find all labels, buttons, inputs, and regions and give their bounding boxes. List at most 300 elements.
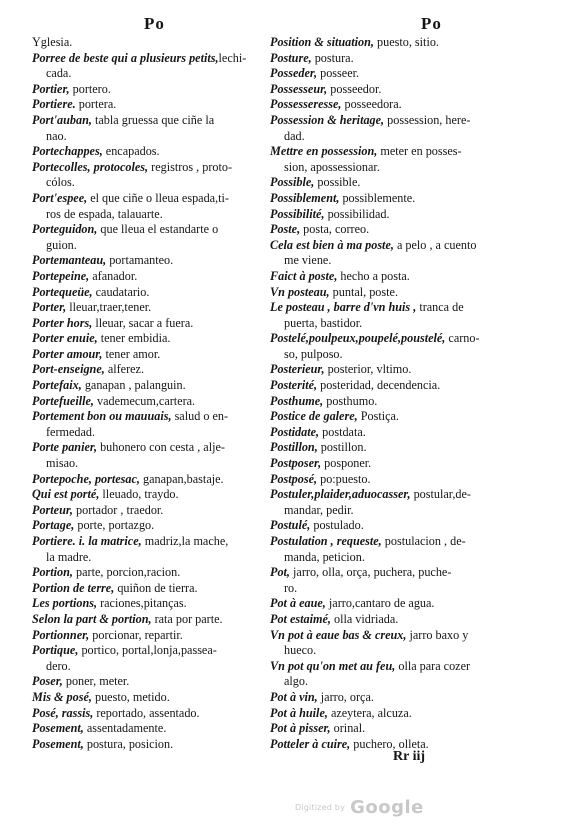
entry-line — [270, 331, 532, 347]
entry-headword: Portionner, — [32, 627, 90, 642]
entry-definition: olla vidriada. — [330, 611, 399, 626]
dictionary-entry — [32, 706, 280, 722]
entry-headword: Les portions, — [32, 596, 98, 611]
entry-line — [270, 51, 532, 67]
entry-definition: lleuado, traydo. — [99, 487, 179, 502]
dictionary-entry — [270, 97, 532, 113]
dictionary-entry — [32, 51, 280, 82]
signature-mark: Rr iij — [393, 749, 426, 764]
entry-definition: hueco. — [284, 643, 317, 658]
dictionary-entry — [32, 362, 280, 378]
entry-definition: portico, portal,lonja,passea- — [78, 643, 217, 658]
entry-headword: Vn pot à eaue bas & creux, — [270, 627, 407, 642]
entry-continuation-line — [32, 207, 280, 223]
entry-headword: Mis & posé, — [32, 689, 92, 704]
entry-headword: Postillon, — [270, 440, 318, 455]
entry-line — [270, 565, 532, 581]
entry-line — [32, 331, 280, 347]
watermark-logo-text: Google — [350, 797, 424, 818]
entry-headword: Possiblement, — [270, 190, 340, 205]
entry-continuation-line — [32, 238, 280, 254]
entry-definition: azeytera, alcuza. — [327, 705, 412, 720]
watermark-small-text: Digitized by — [295, 803, 345, 812]
entry-headword: Possession & heritage, — [270, 112, 385, 127]
dictionary-entry — [270, 82, 532, 98]
entry-headword: Posterieur, — [270, 362, 325, 377]
dictionary-entry — [32, 472, 280, 488]
entry-headword: Posterité, — [270, 378, 318, 393]
entry-headword: Pot à pisser, — [270, 721, 331, 736]
entry-line — [270, 35, 532, 51]
dictionary-entry — [270, 440, 532, 456]
running-header-right: Po — [421, 14, 442, 33]
dictionary-entry — [270, 35, 532, 51]
entry-headword: Portefaix, — [32, 378, 82, 393]
entry-continuation-line — [270, 253, 532, 269]
entry-definition: jarro,cantaro de agua. — [325, 596, 435, 611]
entry-definition: afanador. — [89, 268, 138, 283]
right-column — [270, 35, 532, 752]
entry-definition: porcionar, repartir. — [89, 627, 183, 642]
dictionary-entry — [32, 612, 280, 628]
entry-definition: olla para cozer — [395, 658, 471, 673]
entry-headword: Portiere. — [32, 97, 76, 112]
entry-continuation-line — [270, 550, 532, 566]
entry-headword: Poser, — [32, 674, 63, 689]
entry-definition: ganapan , palanguin. — [81, 378, 186, 393]
dictionary-entry — [32, 690, 280, 706]
entry-continuation-line — [32, 175, 280, 191]
entry-definition: postura. — [311, 50, 354, 65]
entry-definition: rata por parte. — [151, 611, 223, 626]
dictionary-entry — [32, 316, 280, 332]
entry-headword: Portepeine, — [32, 268, 90, 283]
entry-definition: carno- — [445, 331, 480, 346]
entry-definition: ro. — [284, 580, 298, 595]
entry-continuation-line — [270, 674, 532, 690]
dictionary-entry — [270, 378, 532, 394]
entry-headword: Potteler à cuire, — [270, 736, 351, 751]
dictionary-entry — [32, 97, 280, 113]
dictionary-entry — [32, 113, 280, 144]
entry-line — [270, 97, 532, 113]
dictionary-entry — [270, 409, 532, 425]
entry-definition: mandar, pedir. — [284, 502, 354, 517]
entry-headword: Postuler,plaider,aduocasser, — [270, 487, 411, 502]
entry-headword: Mettre en possession, — [270, 144, 378, 159]
entry-headword: Postulation , requeste, — [270, 534, 382, 548]
entry-line — [270, 82, 532, 98]
dictionary-entry — [32, 222, 280, 253]
entry-line — [270, 144, 532, 160]
dictionary-entry — [32, 144, 280, 160]
entry-line — [32, 160, 280, 176]
entry-definition: lechi- — [218, 50, 247, 65]
entry-line — [32, 503, 280, 519]
entry-definition: que lleua el estandarte o — [97, 222, 219, 237]
entry-definition: poner, meter. — [62, 674, 130, 689]
entry-headword: Portepoche, portesac, — [32, 471, 140, 486]
entry-definition: ros de espada, talauarte. — [46, 206, 163, 221]
dictionary-entry — [270, 362, 532, 378]
dictionary-entry — [270, 706, 532, 722]
entry-line — [270, 628, 532, 644]
entry-definition: encapados. — [102, 144, 160, 159]
entry-line — [32, 472, 280, 488]
entry-definition: el que ciñe o lleua espada,ti- — [87, 190, 229, 205]
entry-line — [32, 316, 280, 332]
dictionary-entry — [32, 674, 280, 690]
entry-line — [270, 596, 532, 612]
entry-line — [270, 394, 532, 410]
entry-definition: postulado. — [310, 518, 364, 533]
entry-definition: buhonero con cesta , alje- — [97, 440, 225, 455]
entry-definition: postura, posicion. — [83, 736, 174, 751]
dictionary-entry — [270, 659, 532, 690]
entry-headword: Posement, — [32, 721, 84, 736]
entry-definition: lleuar, sacar a fuera. — [92, 315, 194, 330]
entry-line — [270, 269, 532, 285]
entry-line — [32, 612, 280, 628]
entry-line — [32, 300, 280, 316]
entry-definition: madriz,la mache, — [141, 534, 229, 548]
entry-headword: Port'espee, — [32, 190, 88, 205]
entry-continuation-line — [270, 643, 532, 659]
dictionary-entry — [270, 612, 532, 628]
entry-line — [32, 35, 280, 51]
entry-definition: la madre. — [46, 549, 92, 564]
entry-line — [270, 175, 532, 191]
entry-continuation-line — [270, 129, 532, 145]
entry-headword: Pot à vin, — [270, 689, 318, 704]
entry-line — [32, 113, 280, 129]
dictionary-entry — [32, 565, 280, 581]
entry-headword: Portiere. i. la matrice, — [32, 534, 142, 548]
dictionary-entry — [270, 690, 532, 706]
dictionary-entry — [32, 82, 280, 98]
entry-definition: posteridad, decendencia. — [317, 378, 441, 393]
left-column — [32, 35, 280, 752]
entry-definition: raciones,pitanças. — [97, 596, 187, 611]
entry-line — [32, 253, 280, 269]
dictionary-entry — [270, 425, 532, 441]
entry-line — [32, 409, 280, 425]
entry-headword: Porteur, — [32, 502, 73, 517]
entry-definition: postulacion , de- — [381, 534, 466, 548]
entry-definition: po:puesto. — [317, 471, 371, 486]
dictionary-entry — [270, 144, 532, 175]
dictionary-entry — [270, 300, 532, 331]
entry-definition: puntal, poste. — [329, 284, 398, 299]
entry-line — [32, 643, 280, 659]
entry-definition: parte, porcion,racion. — [72, 565, 181, 580]
entry-continuation-line — [32, 129, 280, 145]
entry-line — [270, 721, 532, 737]
entry-line — [32, 534, 280, 550]
entry-definition: posterior, vltimo. — [324, 362, 412, 377]
entry-headword: Posement, — [32, 736, 84, 751]
dictionary-entry — [32, 35, 280, 51]
entry-line — [32, 721, 280, 737]
dictionary-entry — [32, 378, 280, 394]
entry-definition: caudatario. — [92, 284, 150, 299]
entry-headword: Portechappes, — [32, 144, 103, 159]
entry-definition: possibilidad. — [324, 206, 390, 221]
entry-line — [270, 456, 532, 472]
dictionary-entry — [270, 51, 532, 67]
entry-definition: registros , proto- — [148, 159, 233, 174]
entry-line — [270, 113, 532, 129]
entry-line — [32, 285, 280, 301]
entry-continuation-line — [32, 66, 280, 82]
entry-line — [32, 565, 280, 581]
dictionary-entry — [32, 409, 280, 440]
dictionary-entry — [270, 456, 532, 472]
entry-definition: postdata. — [319, 424, 366, 439]
entry-line — [32, 518, 280, 534]
entry-headword: Posthume, — [270, 393, 324, 408]
entry-definition: puerta, bastidor. — [284, 315, 363, 330]
entry-definition: possession, here- — [384, 112, 471, 127]
entry-definition: tener amor. — [102, 346, 161, 361]
entry-definition: meter en posses- — [377, 144, 462, 159]
entry-definition: vademecum,cartera. — [93, 393, 196, 408]
entry-headword: Port-enseigne, — [32, 362, 105, 377]
entry-line — [270, 425, 532, 441]
entry-definition: dero. — [46, 658, 71, 673]
entry-line — [270, 378, 532, 394]
entry-definition: porte, portazgo. — [74, 518, 155, 533]
dictionary-entry — [270, 238, 532, 269]
entry-line — [32, 347, 280, 363]
entry-line — [32, 378, 280, 394]
running-header-left: Po — [144, 14, 165, 33]
entry-headword: Posture, — [270, 50, 312, 65]
entry-headword: Position & situation, — [270, 35, 374, 49]
entry-definition: puchero, olleta. — [350, 736, 429, 751]
entry-continuation-line — [270, 160, 532, 176]
dictionary-entry — [32, 300, 280, 316]
entry-headword: Porree de beste qui a plusieurs petits, — [32, 50, 219, 65]
entry-line — [32, 394, 280, 410]
dictionary-entry — [32, 347, 280, 363]
dictionary-entry — [270, 113, 532, 144]
entry-line — [270, 66, 532, 82]
entry-continuation-line — [270, 503, 532, 519]
dictionary-entry — [32, 440, 280, 471]
entry-headword: Pot à huile, — [270, 705, 328, 720]
entry-headword: Porter, — [32, 300, 67, 315]
dictionary-entry — [270, 222, 532, 238]
dictionary-entry — [270, 207, 532, 223]
entry-headword: Porter hors, — [32, 315, 93, 330]
entry-definition: portamanteo. — [106, 253, 174, 268]
entry-definition: ganapan,bastaje. — [139, 471, 224, 486]
entry-definition: sion, apossessionar. — [284, 159, 380, 174]
entry-headword: Possesseresse, — [270, 97, 342, 112]
entry-headword: Cela est bien à ma poste, — [270, 237, 394, 252]
entry-line — [270, 518, 532, 534]
entry-line — [270, 362, 532, 378]
dictionary-entry — [270, 721, 532, 737]
entry-headword: Posseder, — [270, 66, 318, 81]
entry-headword: Vn pot qu'on met au feu, — [270, 658, 396, 673]
entry-headword: Vn posteau, — [270, 284, 330, 299]
dictionary-entry — [32, 269, 280, 285]
entry-line — [270, 472, 532, 488]
entry-headword: Portier, — [32, 81, 70, 96]
entry-definition: lleuar,traer,tener. — [66, 300, 152, 315]
dictionary-entry — [32, 643, 280, 674]
entry-definition: hecho a posta. — [337, 268, 410, 283]
entry-definition: manda, peticion. — [284, 549, 365, 564]
entry-definition: Postiça. — [357, 409, 399, 424]
entry-line — [270, 285, 532, 301]
entry-headword: Possesseur, — [270, 81, 328, 96]
entry-definition: puesto, sitio. — [373, 35, 439, 49]
entry-line — [32, 144, 280, 160]
digitized-by-google-watermark — [295, 797, 424, 818]
entry-definition: cólos. — [46, 175, 75, 190]
entry-headword: Qui est porté, — [32, 487, 100, 502]
dictionary-entry — [270, 565, 532, 596]
entry-headword: Pot, — [270, 565, 290, 580]
dictionary-entry — [32, 285, 280, 301]
entry-definition: portador , traedor. — [72, 502, 164, 517]
entry-definition: Yglesia. — [32, 35, 73, 49]
dictionary-entry — [32, 191, 280, 222]
dictionary-entry — [270, 269, 532, 285]
entry-definition: posta, correo. — [300, 222, 370, 237]
entry-headword: Posé, rassis, — [32, 705, 94, 720]
entry-headword: Postidate, — [270, 424, 320, 439]
dictionary-entry — [270, 394, 532, 410]
entry-line — [32, 191, 280, 207]
entry-line — [270, 534, 532, 550]
entry-headword: Possible, — [270, 175, 315, 190]
entry-line — [270, 612, 532, 628]
entry-line — [32, 362, 280, 378]
entry-definition: misao. — [46, 456, 79, 471]
entry-headword: Le posteau , barre d'vn huis , — [270, 300, 417, 315]
dictionary-entry — [32, 628, 280, 644]
entry-line — [270, 207, 532, 223]
dictionary-entry — [270, 66, 532, 82]
entry-definition: guion. — [46, 237, 77, 252]
entry-headword: Porte panier, — [32, 440, 98, 455]
entry-definition: quiñon de tierra. — [114, 580, 198, 595]
entry-line — [32, 596, 280, 612]
dictionary-entry — [32, 596, 280, 612]
entry-headword: Porteguidon, — [32, 222, 98, 237]
entry-line — [270, 440, 532, 456]
dictionary-entry — [32, 503, 280, 519]
entry-definition: algo. — [284, 674, 309, 689]
entry-definition: posseedor. — [327, 81, 382, 96]
entry-definition: portera. — [75, 97, 117, 112]
entry-definition: portero. — [69, 81, 111, 96]
entry-definition: possible. — [314, 175, 361, 190]
entry-headword: Portefueille, — [32, 393, 94, 408]
entry-headword: Portage, — [32, 518, 75, 533]
entry-headword: Postposé, — [270, 471, 318, 486]
entry-line — [32, 706, 280, 722]
entry-line — [32, 440, 280, 456]
entry-definition: postular,de- — [410, 487, 471, 502]
entry-definition: reportado, assentado. — [93, 705, 200, 720]
entry-headword: Portion, — [32, 565, 73, 580]
dictionary-entry — [270, 518, 532, 534]
entry-definition: alferez. — [104, 362, 145, 377]
entry-headword: Port'auban, — [32, 112, 92, 127]
entry-definition: tranca de — [416, 300, 464, 315]
entry-headword: Portequeüe, — [32, 284, 93, 299]
dictionary-entry — [32, 737, 280, 753]
entry-continuation-line — [32, 425, 280, 441]
entry-headword: Portique, — [32, 643, 79, 658]
dictionary-entry — [270, 191, 532, 207]
entry-line — [32, 690, 280, 706]
entry-headword: Portion de terre, — [32, 580, 115, 595]
entry-definition: posponer. — [321, 456, 372, 471]
entry-line — [270, 487, 532, 503]
dictionary-entry — [270, 487, 532, 518]
entry-line — [270, 409, 532, 425]
entry-headword: Postice de galere, — [270, 409, 358, 424]
dictionary-entry — [32, 160, 280, 191]
dictionary-entry — [270, 534, 532, 565]
entry-definition: dad. — [284, 128, 305, 143]
entry-line — [32, 51, 280, 67]
entry-definition: so, pulposo. — [284, 346, 343, 361]
entry-headword: Porter enuie, — [32, 331, 98, 346]
entry-definition: assentadamente. — [83, 721, 167, 736]
entry-line — [32, 97, 280, 113]
entry-headword: Pot à eaue, — [270, 596, 326, 611]
dictionary-entry — [32, 394, 280, 410]
entry-continuation-line — [270, 581, 532, 597]
entry-headword: Selon la part & portion, — [32, 611, 152, 626]
entry-continuation-line — [270, 316, 532, 332]
entry-definition: postillon. — [317, 440, 367, 455]
dictionary-entry — [270, 285, 532, 301]
entry-line — [270, 191, 532, 207]
entry-definition: jarro, orça. — [317, 689, 374, 704]
entry-continuation-line — [32, 550, 280, 566]
entry-line — [270, 222, 532, 238]
entry-definition: jarro baxo y — [406, 627, 469, 642]
entry-headword: Postelé,poulpeux,poupelé,poustelé, — [270, 331, 446, 346]
entry-line — [32, 581, 280, 597]
entry-line — [32, 628, 280, 644]
entry-line — [32, 222, 280, 238]
dictionary-entry — [32, 534, 280, 565]
entry-headword: Postulé, — [270, 518, 311, 533]
entry-definition: posseedora. — [341, 97, 402, 112]
entry-definition: nao. — [46, 128, 67, 143]
entry-definition: posthumo. — [323, 393, 378, 408]
dictionary-entry — [270, 175, 532, 191]
dictionary-entry — [32, 331, 280, 347]
entry-headword: Pot estaimé, — [270, 611, 331, 626]
entry-line — [270, 706, 532, 722]
entry-definition: jarro, olla, orça, puchera, puche- — [289, 565, 452, 580]
entry-line — [270, 690, 532, 706]
entry-line — [270, 238, 532, 254]
entry-continuation-line — [32, 659, 280, 675]
dictionary-entry — [32, 518, 280, 534]
entry-definition: puesto, metido. — [91, 689, 170, 704]
